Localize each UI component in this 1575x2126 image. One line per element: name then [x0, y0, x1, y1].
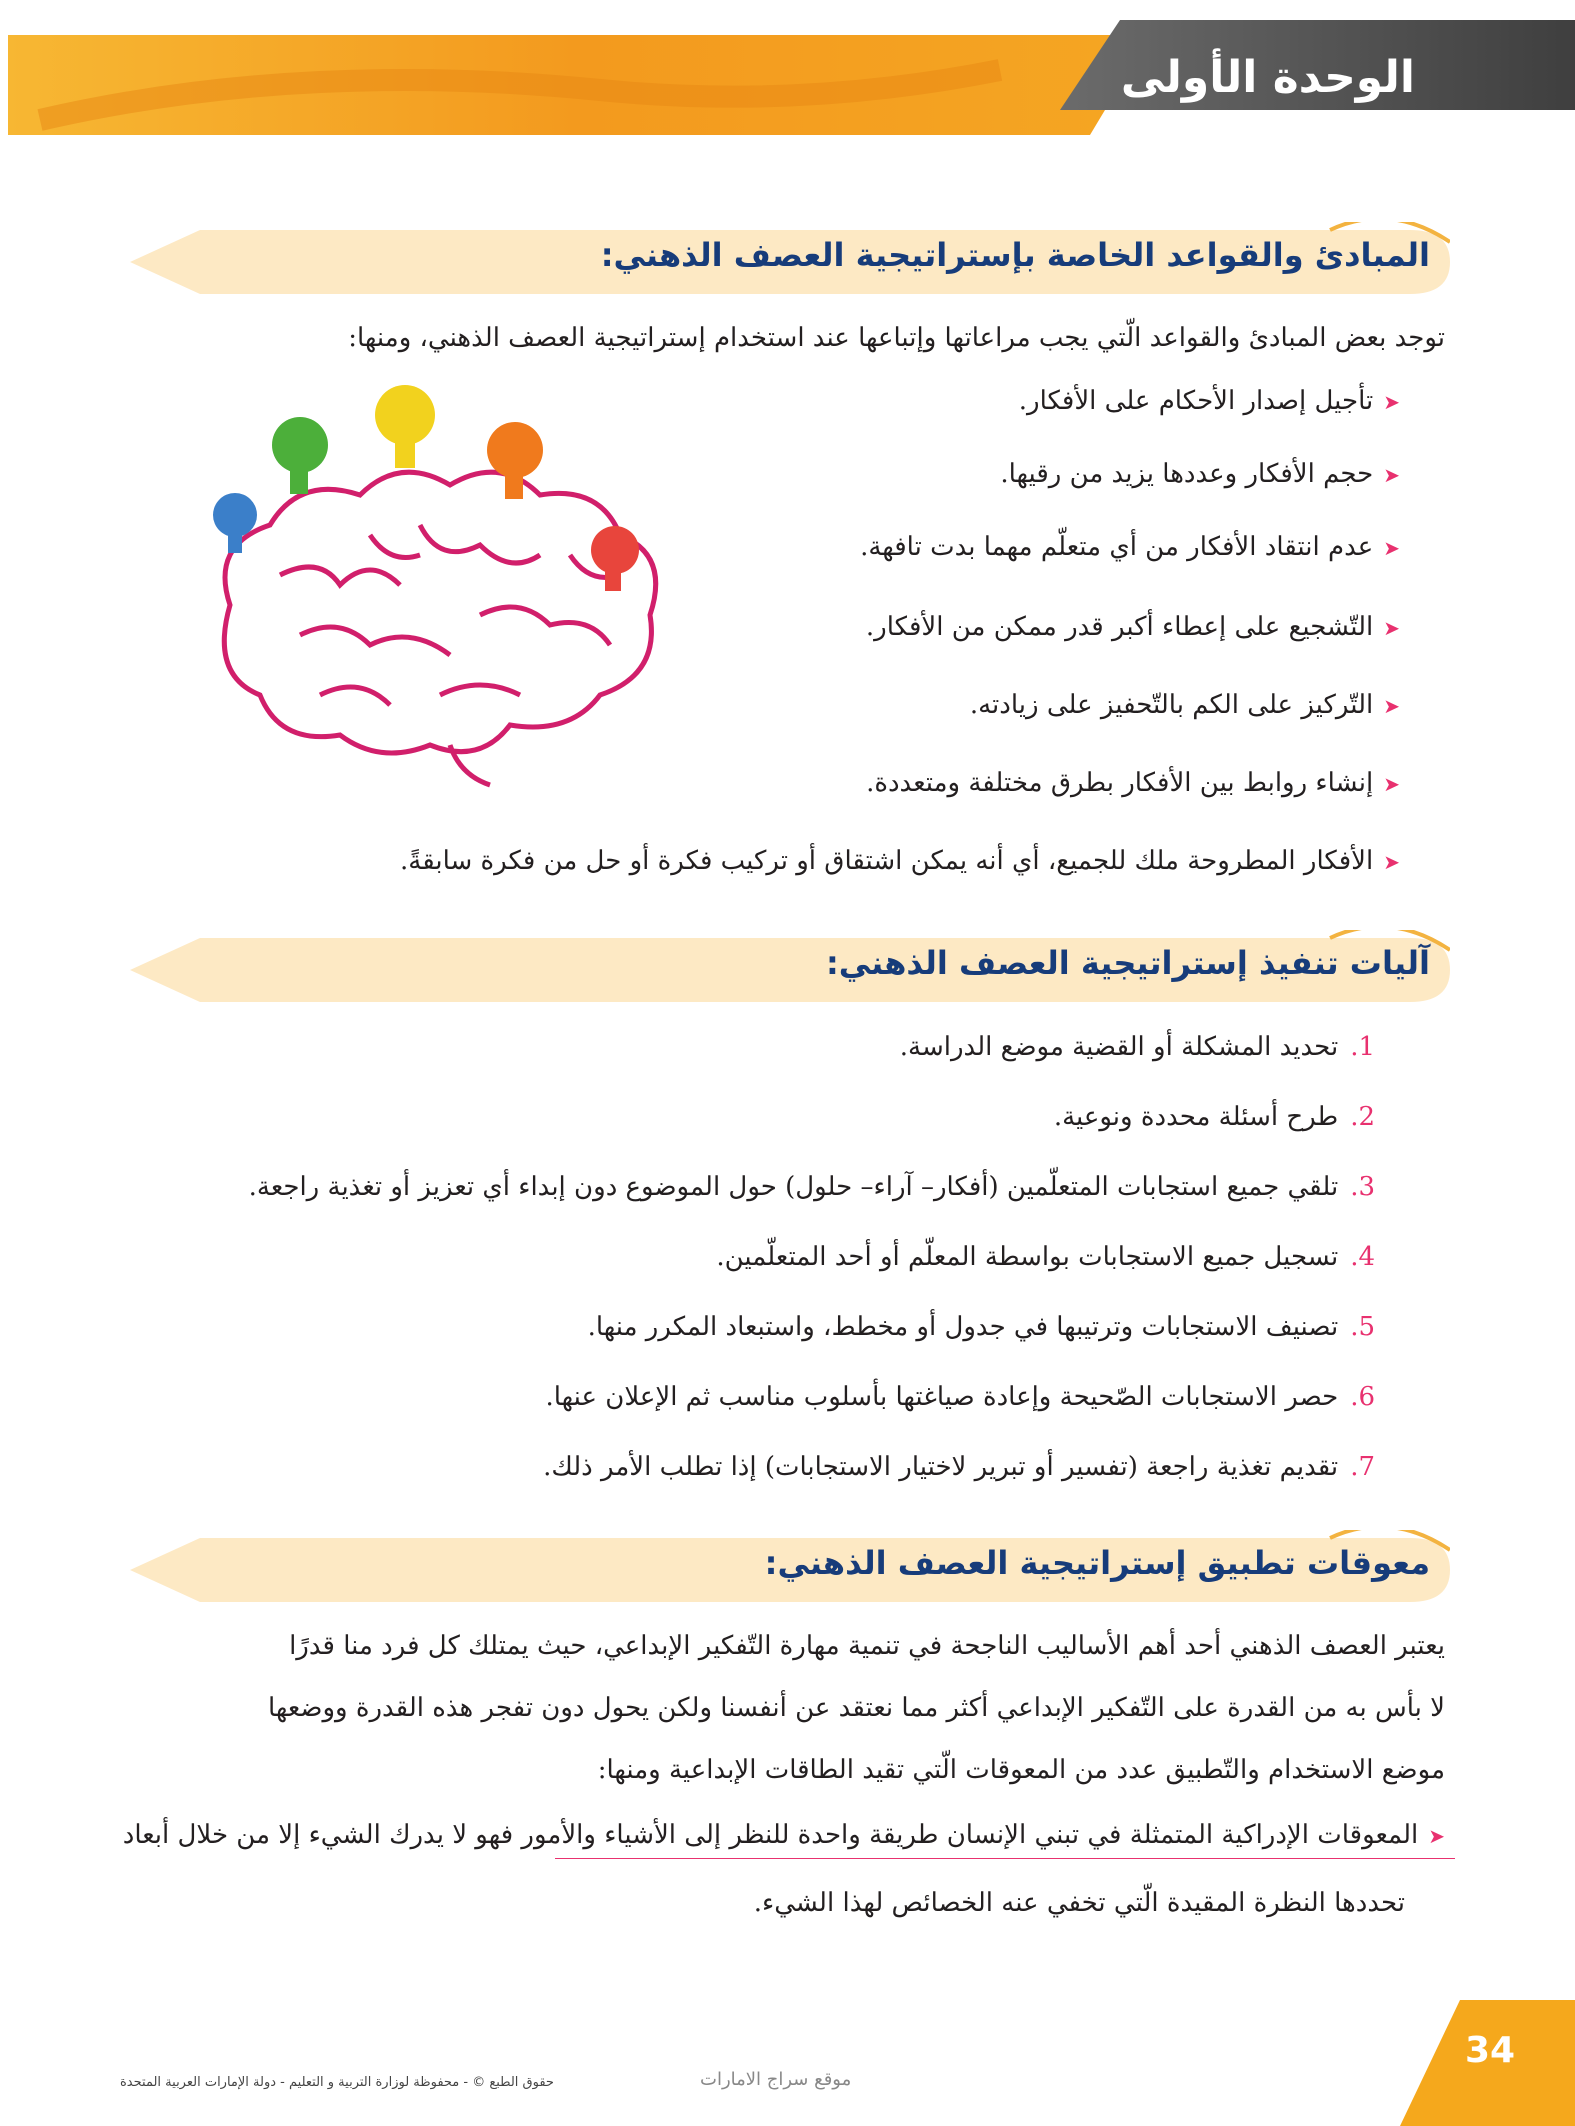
bullet-arrow-icon: ➤: [1383, 850, 1400, 874]
page-number: 34: [1464, 2030, 1516, 2071]
bullet-arrow-icon: ➤: [1383, 536, 1400, 560]
list-item: 3.تلقي جميع استجابات المتعلّمين (أفكار– آراء– حلول) حول الموضوع دون إبداء أي تعزيز أو تغذية راجعة.: [248, 1172, 1375, 1202]
bullet-arrow-icon: ➤: [1383, 616, 1400, 640]
section-header-principles: [130, 222, 1450, 302]
obstacles-paragraph-line: يعتبر العصف الذهني أحد أهم الأساليب الناجحة في تنمية مهارة التّفكير الإبداعي، حيث يمتلك كل فرد منا قدرًا: [289, 1631, 1445, 1661]
list-item: 1.تحديد المشكلة أو القضية موضع الدراسة.: [899, 1032, 1375, 1062]
bullet-arrow-icon: ➤: [1383, 390, 1400, 414]
site-watermark: موقع سراج الامارات: [700, 2069, 852, 2090]
list-item: 4.تسجيل جميع الاستجابات بواسطة المعلّم أو أحد المتعلّمين.: [716, 1242, 1375, 1272]
list-item: 6.حصر الاستجابات الصّحيحة وإعادة صياغتها بأسلوب مناسب ثم الإعلان عنها.: [545, 1382, 1375, 1412]
list-item: 7.تقديم تغذية راجعة (تفسير أو تبرير لاختيار الاستجابات) إذا تطلب الأمر ذلك.: [543, 1452, 1375, 1482]
section-title: المبادئ والقواعد الخاصة بإستراتيجية العصف الذهني:: [600, 236, 1430, 274]
intro-paragraph: توجد بعض المبادئ والقواعد الّتي يجب مراعاتها وإتباعها عند استخدام إستراتيجية العصف الذهني، ومنها:: [348, 323, 1445, 353]
list-item: ➤إنشاء روابط بين الأفكار بطرق مختلفة ومتعددة.: [866, 768, 1400, 798]
list-item: 2.طرح أسئلة محددة ونوعية.: [1053, 1102, 1375, 1132]
section-header-obstacles: [130, 1530, 1450, 1610]
list-item: ➤التّركيز على الكم بالتّحفيز على زيادته.: [969, 690, 1400, 720]
list-item: ➤تأجيل إصدار الأحكام على الأفكار.: [1018, 386, 1400, 416]
brain-lightbulbs-illustration: [190, 375, 700, 815]
list-item: ➤عدم انتقاد الأفكار من أي متعلّم مهما بدت تافهة.: [860, 532, 1400, 562]
list-item: ➤حجم الأفكار وعددها يزيد من رقيها.: [1000, 459, 1400, 489]
section-header-mechanisms: [130, 930, 1450, 1010]
section-title: آليات تنفيذ إستراتيجية العصف الذهني:: [826, 944, 1430, 982]
obstacles-paragraph-line: موضع الاستخدام والتّطبيق عدد من المعوقات الّتي تقيد الطاقات الإبداعية ومنها:: [597, 1755, 1445, 1785]
divider: [555, 1858, 1455, 1859]
section-title: معوقات تطبيق إستراتيجية العصف الذهني:: [764, 1544, 1430, 1582]
bullet-arrow-icon: ➤: [1383, 463, 1400, 487]
list-item: ➤المعوقات الإدراكية المتمثلة في تبني الإنسان طريقة واحدة للنظر إلى الأشياء والأمور فهو لا يدرك الشيء إلا من خلال أبعاد: [122, 1820, 1445, 1850]
bullet-arrow-icon: ➤: [1428, 1824, 1445, 1848]
list-item-continuation: تحددها النظرة المقيدة الّتي تخفي عنه الخصائص لهذا الشيء.: [753, 1888, 1405, 1918]
list-item: ➤التّشجيع على إعطاء أكبر قدر ممكن من الأفكار.: [865, 612, 1400, 642]
unit-title: الوحدة الأولى: [1120, 52, 1415, 103]
copyright-notice: حقوق الطبع © - محفوظة لوزارة التربية و التعليم - دولة الإمارات العربية المتحدة: [120, 2075, 554, 2090]
bullet-arrow-icon: ➤: [1383, 772, 1400, 796]
list-item: 5.تصنيف الاستجابات وترتيبها في جدول أو مخطط، واستبعاد المكرر منها.: [587, 1312, 1375, 1342]
bullet-arrow-icon: ➤: [1383, 694, 1400, 718]
list-item: ➤الأفكار المطروحة ملك للجميع، أي أنه يمكن اشتقاق أو تركيب فكرة أو حل من فكرة سابقةً.: [399, 846, 1400, 876]
obstacles-paragraph-line: لا بأس به من القدرة على التّفكير الإبداعي أكثر مما نعتقد عن أنفسنا ولكن يحول دون تفجر هذه القدرة ووضعها: [267, 1693, 1445, 1723]
